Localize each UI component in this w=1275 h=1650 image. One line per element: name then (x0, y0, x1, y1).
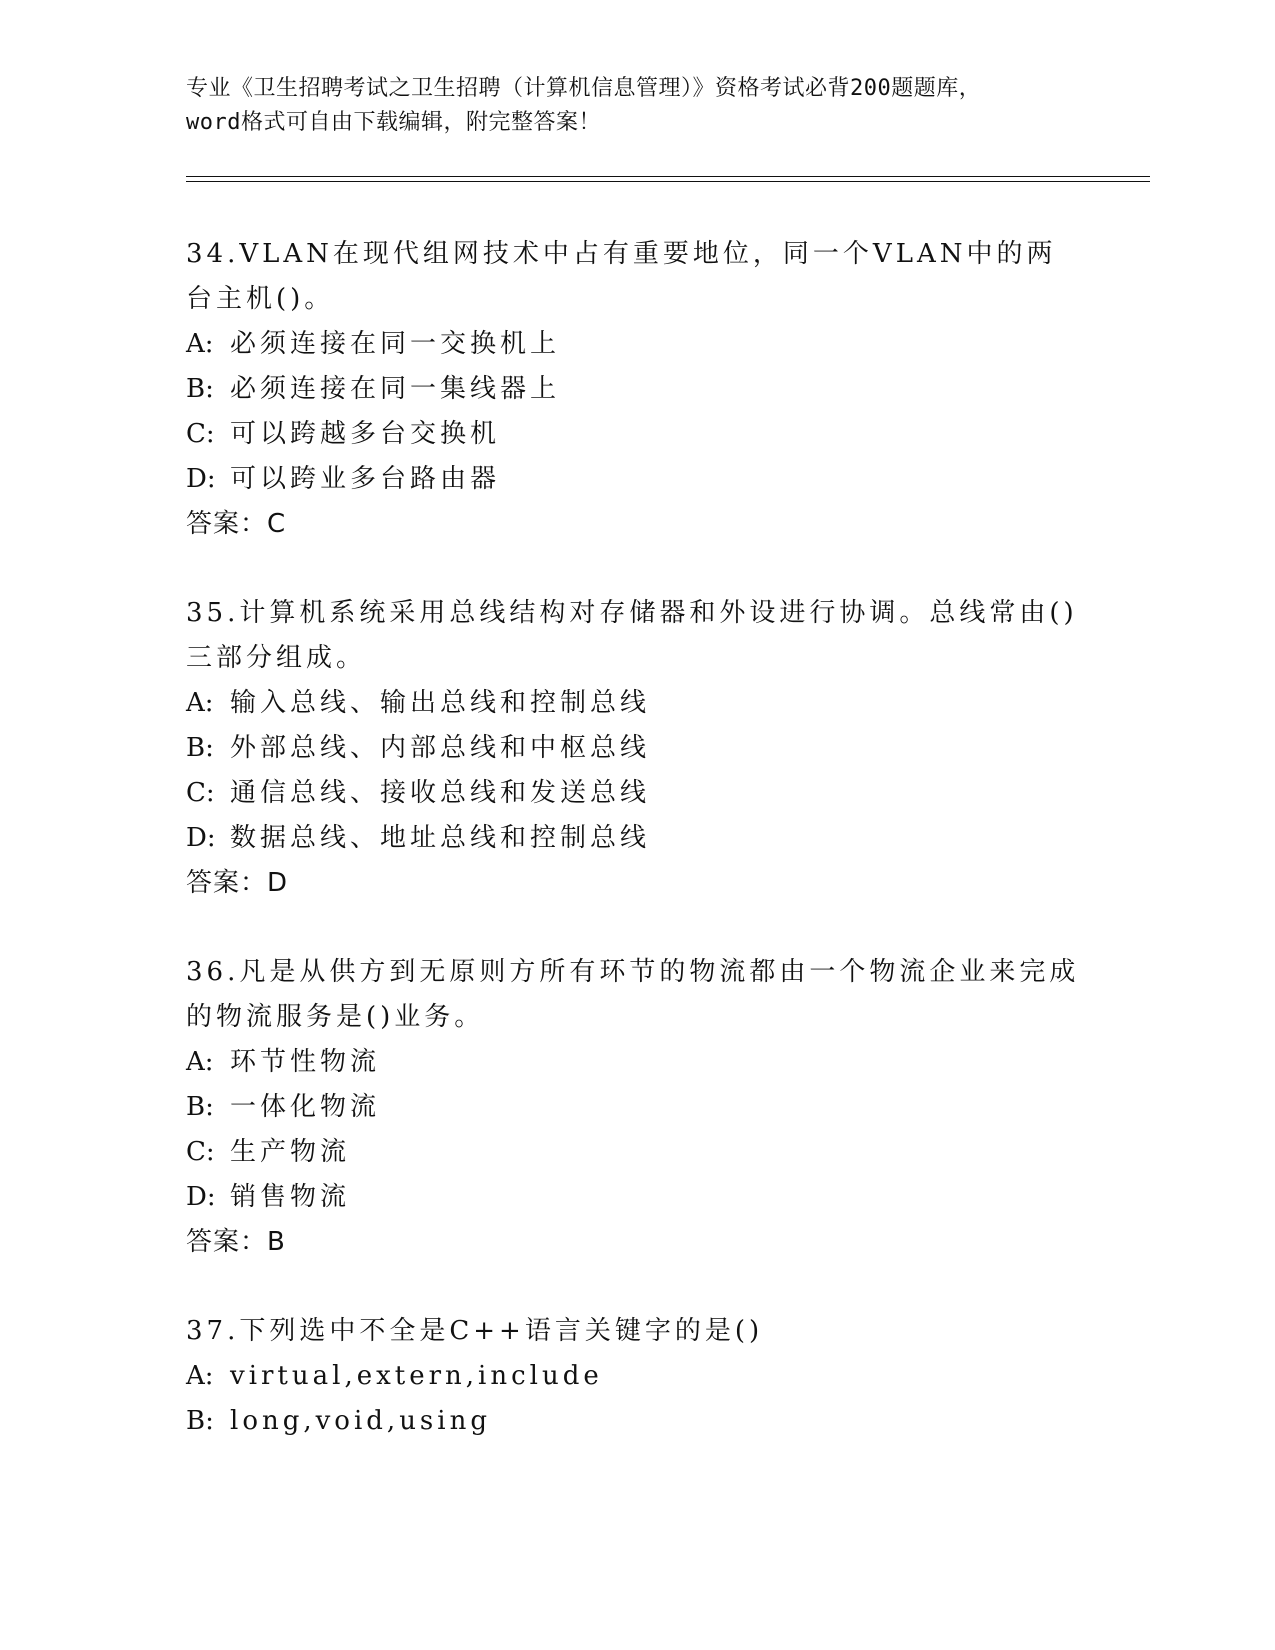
option-c (186, 771, 1086, 816)
question-36 (186, 950, 1086, 1265)
option-letter: D: (186, 1182, 216, 1212)
option-text: 销售物流 (230, 1182, 351, 1212)
option-text: 可以跨越多台交换机 (230, 419, 501, 449)
option-letter: D: (186, 823, 216, 853)
header-divider (186, 176, 1150, 182)
option-text: 必须连接在同一交换机上 (230, 329, 561, 359)
question-stem: 36.凡是从供方到无原则方所有环节的物流都由一个物流企业来完成的物流服务是()业务。 (186, 957, 1080, 1032)
answer-line: 答案：C (186, 509, 287, 539)
option-a (186, 1354, 1086, 1399)
option-d (186, 816, 1086, 861)
option-letter: B: (186, 733, 214, 763)
option-letter: A: (186, 688, 214, 718)
question-stem: 35.计算机系统采用总线结构对存储器和外设进行协调。总线常由()三部分组成。 (186, 598, 1078, 673)
question-stem: 34.VLAN在现代组网技术中占有重要地位，同一个VLAN中的两台主机()。 (186, 239, 1057, 314)
option-text: 输入总线、输出总线和控制总线 (230, 688, 651, 718)
option-letter: A: (186, 1361, 214, 1391)
option-text: 一体化物流 (230, 1092, 381, 1122)
option-text: 环节性物流 (230, 1047, 381, 1077)
question-35 (186, 591, 1086, 906)
option-letter: B: (186, 374, 214, 404)
header-line-2: word格式可自由下载编辑，附完整答案！ (186, 110, 601, 135)
option-d (186, 457, 1086, 502)
option-d (186, 1175, 1086, 1220)
option-text: 生产物流 (230, 1137, 351, 1167)
question-list (186, 232, 1086, 1488)
option-letter: B: (186, 1406, 214, 1436)
document-header (186, 72, 1066, 140)
option-text: long,void,using (230, 1406, 491, 1436)
option-letter: A: (186, 1047, 214, 1077)
option-letter: D: (186, 464, 216, 494)
option-b (186, 1085, 1086, 1130)
option-text: 外部总线、内部总线和中枢总线 (230, 733, 651, 763)
option-text: 数据总线、地址总线和控制总线 (230, 823, 651, 853)
option-a (186, 1040, 1086, 1085)
option-letter: C: (186, 1137, 215, 1167)
option-text: virtual,extern,include (230, 1361, 603, 1391)
answer-line: 答案：D (186, 868, 289, 898)
question-stem: 37.下列选中不全是C++语言关键字的是() (186, 1316, 764, 1346)
option-letter: B: (186, 1092, 214, 1122)
question-37 (186, 1309, 1086, 1444)
option-text: 可以跨业多台路由器 (230, 464, 501, 494)
answer-line: 答案：B (186, 1227, 286, 1257)
option-c (186, 412, 1086, 457)
option-letter: C: (186, 778, 215, 808)
option-b (186, 1399, 1086, 1444)
option-a (186, 322, 1086, 367)
option-letter: A: (186, 329, 214, 359)
question-34 (186, 232, 1086, 547)
option-c (186, 1130, 1086, 1175)
option-text: 必须连接在同一集线器上 (230, 374, 561, 404)
option-letter: C: (186, 419, 215, 449)
option-b (186, 367, 1086, 412)
option-b (186, 726, 1086, 771)
option-a (186, 681, 1086, 726)
option-text: 通信总线、接收总线和发送总线 (230, 778, 651, 808)
header-line-1: 专业《卫生招聘考试之卫生招聘（计算机信息管理）》资格考试必背200题题库， (186, 76, 982, 101)
